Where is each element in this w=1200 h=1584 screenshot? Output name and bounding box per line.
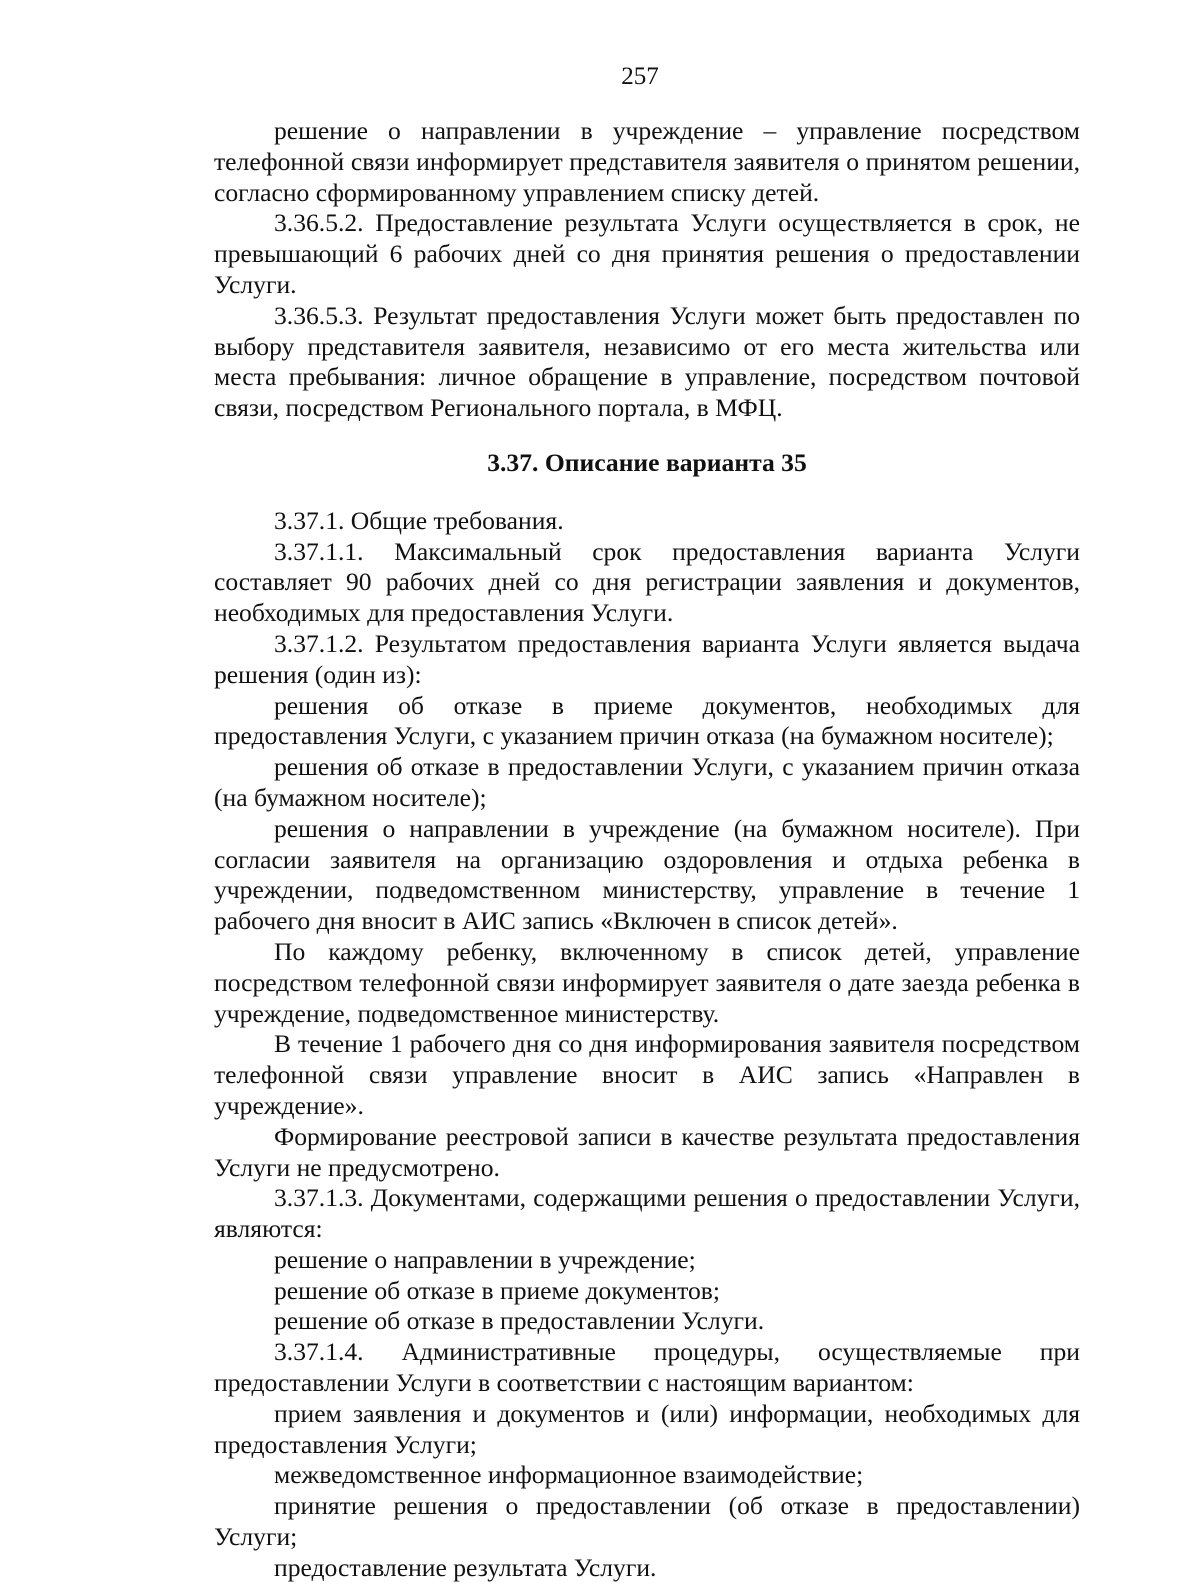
paragraph-ais-record: В течение 1 рабочего дня со дня информирования заявителя посредством телефонной связи управление вносит в АИС запись «Направлен в учреждение». (214, 1029, 1080, 1120)
section-heading: 3.37. Описание варианта 35 (487, 447, 807, 477)
paragraph-3-36-5-2: 3.36.5.2. Предоставление результата Услуги осуществляется в срок, не превышающий 6 рабочих дней со дня принятия решения о предоставлении Услуги. (214, 208, 1080, 299)
paragraph-3-36-5-3: 3.36.5.3. Результат предоставления Услуги может быть предоставлен по выбору представителя заявителя, независимо от его места жительства или места пребывания: личное обращение в управление, посредством почтовой связи, посредством Регионального портала, в МФЦ. (214, 300, 1080, 423)
page-number: 257 (621, 63, 659, 90)
paragraph-3-37-1-2: 3.37.1.2. Результатом предоставления варианта Услуги является выдача решения (один из): (214, 628, 1080, 689)
list-item-decision-refusal-documents: решение об отказе в приеме документов; (274, 1275, 720, 1305)
list-item-referral: решения о направлении в учреждение (на бумажном носителе). При согласии заявителя на организацию оздоровления и отдыха ребенка в учреждении, подведомственном министерству, управление в течение 1 рабочего дня вносит в АИС запись «Включен в список детей». (214, 813, 1080, 936)
paragraph-3-37-1-4: 3.37.1.4. Административные процедуры, осуществляемые при предоставлении Услуги в соответствии с настоящим вариантом: (214, 1337, 1080, 1398)
list-item-procedure-decision: принятие решения о предоставлении (об отказе в предоставлении) Услуги; (214, 1491, 1080, 1552)
list-item-decision-refusal-service: решение об отказе в предоставлении Услуги. (274, 1306, 765, 1336)
list-item-procedure-reception: прием заявления и документов и (или) информации, необходимых для предоставления Услуги; (214, 1398, 1080, 1459)
list-item-refusal-service: решения об отказе в предоставлении Услуги, с указанием причин отказа (на бумажном носителе); (214, 752, 1080, 812)
list-item-refusal-documents: решения об отказе в приеме документов, необходимых для предоставления Услуги, с указанием причин отказа (на бумажном носителе); (214, 690, 1080, 751)
list-item-procedure-result: предоставление результата Услуги. (274, 1552, 657, 1582)
list-item-decision-referral: решение о направлении в учреждение; (274, 1244, 696, 1274)
paragraph-child-notification: По каждому ребенку, включенному в список детей, управление посредством телефонной связи информирует заявителя о дате заезда ребенка в учреждение, подведомственное министерству. (214, 936, 1080, 1028)
paragraph-registry-record: Формирование реестровой записи в качестве результата предоставления Услуги не предусмотрено. (214, 1121, 1080, 1182)
paragraph-continued-decision: решение о направлении в учреждение – управление посредством телефонной связи информирует представителя заявителя о принятом решении, согласно сформированному управлением списку детей. (214, 116, 1080, 207)
paragraph-3-37-1-1: 3.37.1.1. Максимальный срок предоставления варианта Услуги составляет 90 рабочих дней со дня регистрации заявления и документов, необходимых для предоставления Услуги. (214, 536, 1080, 628)
document-body (214, 116, 1080, 1584)
list-item-procedure-interaction: межведомственное информационное взаимодействие; (274, 1460, 864, 1490)
paragraph-3-37-1: 3.37.1. Общие требования. (274, 505, 564, 535)
paragraph-3-37-1-3: 3.37.1.3. Документами, содержащими решения о предоставлении Услуги, являются: (214, 1183, 1080, 1244)
